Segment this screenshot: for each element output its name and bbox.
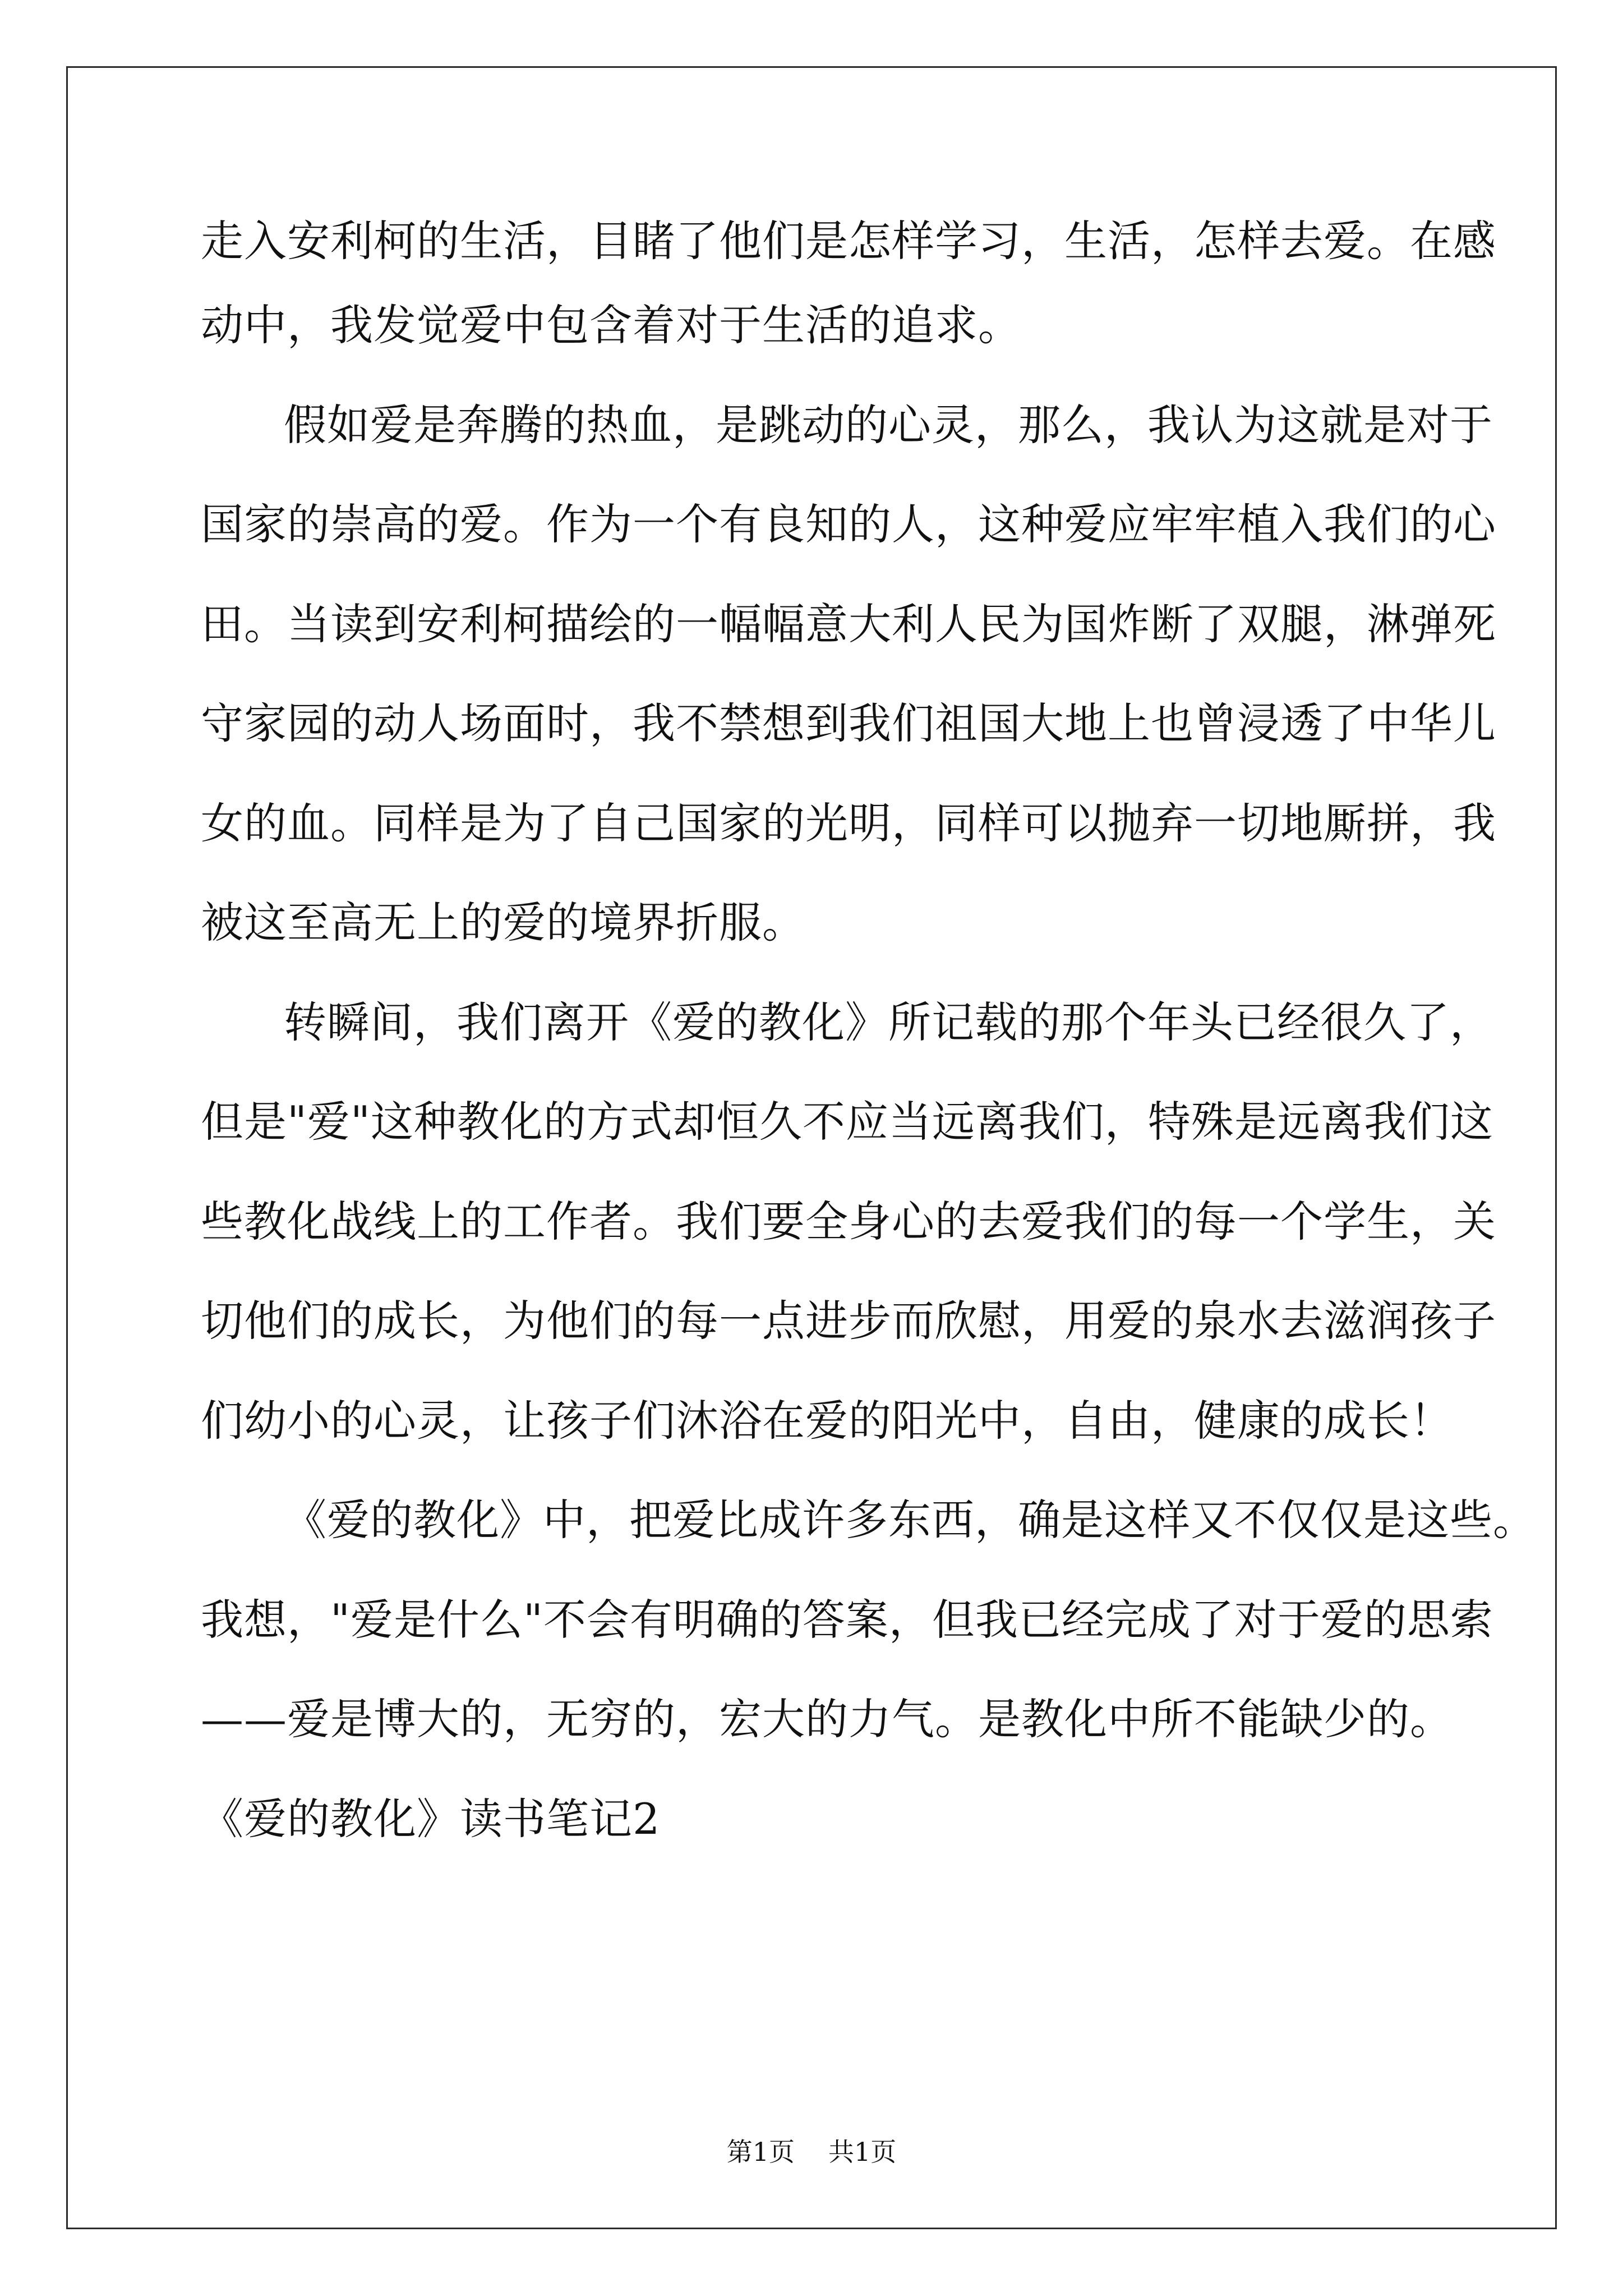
text-line: 被这至高无上的爱的境界折服。 [201,898,805,947]
section-heading: 《爱的教化》读书笔记2 [201,1794,661,1844]
text-line: 些教化战线上的工作者。我们要全身心的去爱我们的每一个学生，关 [201,1197,1496,1246]
page-number-total: 共1页 [828,2137,897,2167]
paragraph-start-line: 转瞬间，我们离开《爱的教化》所记载的那个年头已经很久了， [284,997,1493,1047]
text-line: 动中，我发觉爱中包含着对于生活的追求。 [201,300,1021,350]
text-line: ——爱是博大的，无穷的，宏大的力气。是教化中所不能缺少的。 [201,1694,1453,1744]
text-line: 切他们的成长，为他们的每一点进步而欣慰，用爱的泉水去滋润孩子 [201,1296,1496,1346]
text-line: 我想，"爱是什么"不会有明确的答案，但我已经完成了对于爱的思索 [201,1595,1493,1645]
text-line: 田。当读到安利柯描绘的一幅幅意大利人民为国炸断了双腿，淋弹死 [201,599,1496,649]
text-line: 女的血。同样是为了自己国家的光明，同样可以抛弃一切地厮拼，我 [201,798,1496,848]
text-line: 们幼小的心灵，让孩子们沐浴在爱的阳光中，自由，健康的成长！ [201,1396,1453,1446]
page-footer [0,2135,1623,2169]
text-line: 走入安利柯的生活，目睹了他们是怎样学习，生活，怎样去爱。在感 [201,216,1496,266]
text-line: 但是"爱"这种教化的方式却恒久不应当远离我们，特殊是远离我们这 [201,1097,1493,1147]
text-line: 守家园的动人场面时，我不禁想到我们祖国大地上也曾浸透了中华儿 [201,698,1496,748]
text-line: 国家的崇高的爱。作为一个有良知的人，这种爱应牢牢植入我们的心 [201,499,1496,549]
page-number-current: 第1页 [726,2137,795,2167]
paragraph-start-line: 假如爱是奔腾的热血，是跳动的心灵，那么，我认为这就是对于 [284,400,1493,450]
paragraph-start-line: 《爱的教化》中，把爱比成许多东西，确是这样又不仅仅是这些。 [284,1495,1536,1545]
